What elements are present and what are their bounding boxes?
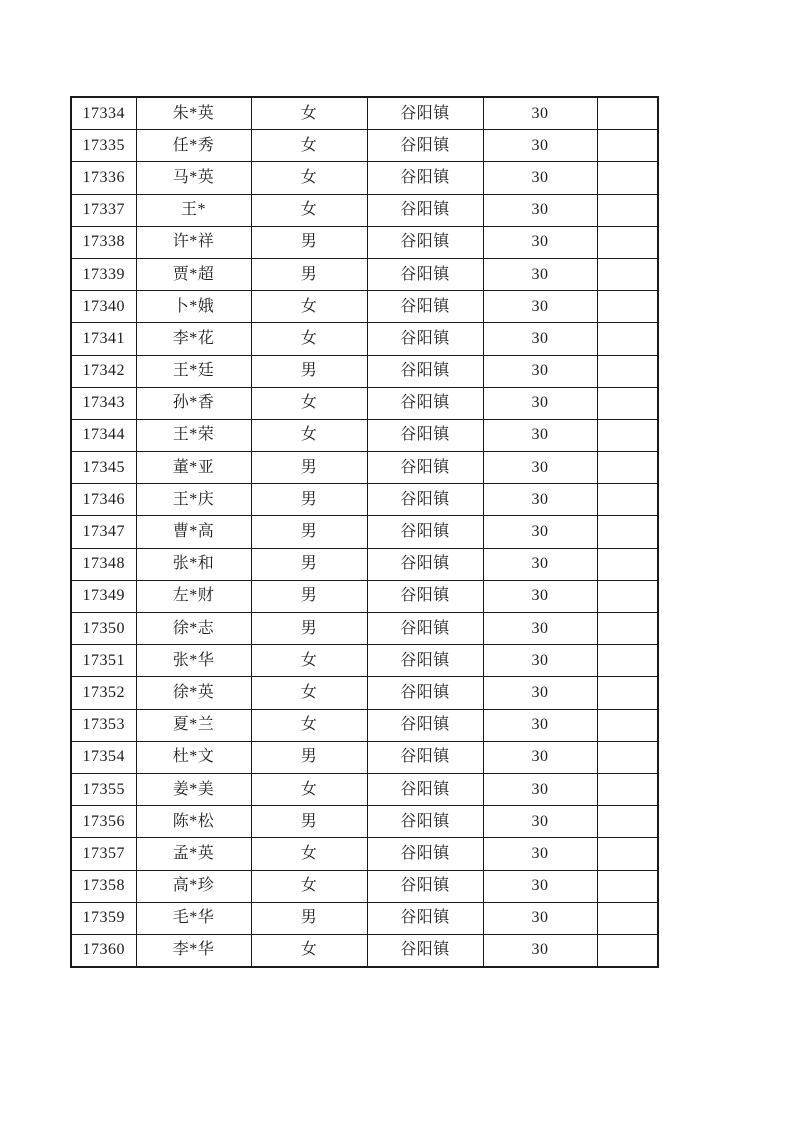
cell-masked-name: 张*和 [136, 548, 251, 580]
cell-serial-number: 17337 [71, 194, 136, 226]
cell-count: 30 [483, 226, 597, 258]
cell-gender: 男 [251, 580, 367, 612]
cell-blank [597, 613, 658, 645]
cell-town: 谷阳镇 [367, 806, 483, 838]
cell-blank [597, 387, 658, 419]
cell-count: 30 [483, 709, 597, 741]
cell-masked-name: 董*亚 [136, 452, 251, 484]
table-row [71, 934, 658, 967]
cell-count: 30 [483, 97, 597, 130]
cell-gender: 男 [251, 741, 367, 773]
cell-blank [597, 870, 658, 902]
table-row [71, 870, 658, 902]
cell-masked-name: 王* [136, 194, 251, 226]
cell-serial-number: 17344 [71, 419, 136, 451]
table-row [71, 902, 658, 934]
cell-serial-number: 17346 [71, 484, 136, 516]
table-row [71, 806, 658, 838]
cell-count: 30 [483, 323, 597, 355]
table-row [71, 645, 658, 677]
cell-blank [597, 934, 658, 967]
cell-blank [597, 291, 658, 323]
cell-blank [597, 419, 658, 451]
cell-gender: 男 [251, 516, 367, 548]
cell-blank [597, 97, 658, 130]
cell-serial-number: 17345 [71, 452, 136, 484]
cell-town: 谷阳镇 [367, 258, 483, 290]
table-row [71, 677, 658, 709]
cell-masked-name: 朱*英 [136, 97, 251, 130]
cell-town: 谷阳镇 [367, 226, 483, 258]
cell-blank [597, 902, 658, 934]
cell-count: 30 [483, 194, 597, 226]
cell-town: 谷阳镇 [367, 645, 483, 677]
cell-town: 谷阳镇 [367, 130, 483, 162]
cell-gender: 女 [251, 194, 367, 226]
cell-count: 30 [483, 130, 597, 162]
cell-serial-number: 17340 [71, 291, 136, 323]
cell-masked-name: 许*祥 [136, 226, 251, 258]
cell-gender: 男 [251, 902, 367, 934]
cell-masked-name: 孙*香 [136, 387, 251, 419]
cell-blank [597, 226, 658, 258]
cell-gender: 男 [251, 613, 367, 645]
cell-gender: 女 [251, 130, 367, 162]
table-row [71, 387, 658, 419]
cell-count: 30 [483, 806, 597, 838]
cell-town: 谷阳镇 [367, 516, 483, 548]
cell-blank [597, 773, 658, 805]
table-row [71, 613, 658, 645]
cell-masked-name: 孟*英 [136, 838, 251, 870]
cell-count: 30 [483, 773, 597, 805]
cell-serial-number: 17358 [71, 870, 136, 902]
cell-town: 谷阳镇 [367, 548, 483, 580]
cell-town: 谷阳镇 [367, 387, 483, 419]
cell-count: 30 [483, 484, 597, 516]
cell-town: 谷阳镇 [367, 741, 483, 773]
table-row [71, 323, 658, 355]
table-row [71, 130, 658, 162]
cell-gender: 女 [251, 773, 367, 805]
cell-serial-number: 17350 [71, 613, 136, 645]
cell-town: 谷阳镇 [367, 773, 483, 805]
cell-count: 30 [483, 387, 597, 419]
cell-count: 30 [483, 355, 597, 387]
table-row [71, 516, 658, 548]
cell-town: 谷阳镇 [367, 677, 483, 709]
cell-town: 谷阳镇 [367, 613, 483, 645]
cell-gender: 男 [251, 484, 367, 516]
cell-serial-number: 17355 [71, 773, 136, 805]
cell-blank [597, 709, 658, 741]
table-row [71, 580, 658, 612]
cell-gender: 女 [251, 323, 367, 355]
cell-serial-number: 17343 [71, 387, 136, 419]
cell-count: 30 [483, 741, 597, 773]
cell-gender: 女 [251, 645, 367, 677]
table-row [71, 419, 658, 451]
cell-serial-number: 17349 [71, 580, 136, 612]
cell-blank [597, 741, 658, 773]
cell-blank [597, 484, 658, 516]
cell-town: 谷阳镇 [367, 162, 483, 194]
cell-serial-number: 17354 [71, 741, 136, 773]
table-row [71, 355, 658, 387]
cell-gender: 女 [251, 387, 367, 419]
cell-serial-number: 17351 [71, 645, 136, 677]
cell-blank [597, 548, 658, 580]
table-row [71, 452, 658, 484]
cell-masked-name: 高*珍 [136, 870, 251, 902]
cell-gender: 男 [251, 355, 367, 387]
cell-gender: 男 [251, 258, 367, 290]
cell-masked-name: 曹*高 [136, 516, 251, 548]
cell-gender: 女 [251, 291, 367, 323]
cell-gender: 女 [251, 419, 367, 451]
cell-blank [597, 258, 658, 290]
cell-masked-name: 李*华 [136, 934, 251, 967]
cell-blank [597, 130, 658, 162]
table-row [71, 838, 658, 870]
cell-count: 30 [483, 548, 597, 580]
cell-masked-name: 王*庆 [136, 484, 251, 516]
cell-town: 谷阳镇 [367, 323, 483, 355]
cell-town: 谷阳镇 [367, 452, 483, 484]
cell-serial-number: 17360 [71, 934, 136, 967]
cell-count: 30 [483, 291, 597, 323]
cell-count: 30 [483, 162, 597, 194]
cell-blank [597, 452, 658, 484]
cell-serial-number: 17338 [71, 226, 136, 258]
table-row [71, 194, 658, 226]
cell-gender: 男 [251, 806, 367, 838]
records-table [70, 96, 659, 968]
cell-blank [597, 677, 658, 709]
cell-blank [597, 355, 658, 387]
cell-serial-number: 17339 [71, 258, 136, 290]
cell-masked-name: 王*廷 [136, 355, 251, 387]
table-row [71, 226, 658, 258]
cell-gender: 女 [251, 870, 367, 902]
cell-serial-number: 17348 [71, 548, 136, 580]
cell-count: 30 [483, 258, 597, 290]
cell-count: 30 [483, 838, 597, 870]
table-row [71, 162, 658, 194]
cell-masked-name: 张*华 [136, 645, 251, 677]
cell-serial-number: 17352 [71, 677, 136, 709]
cell-gender: 女 [251, 709, 367, 741]
cell-town: 谷阳镇 [367, 709, 483, 741]
table-row [71, 97, 658, 130]
cell-serial-number: 17357 [71, 838, 136, 870]
cell-blank [597, 645, 658, 677]
cell-gender: 女 [251, 677, 367, 709]
cell-serial-number: 17334 [71, 97, 136, 130]
cell-masked-name: 贾*超 [136, 258, 251, 290]
cell-blank [597, 323, 658, 355]
cell-blank [597, 580, 658, 612]
cell-blank [597, 516, 658, 548]
cell-blank [597, 838, 658, 870]
cell-gender: 女 [251, 97, 367, 130]
table-row [71, 291, 658, 323]
cell-town: 谷阳镇 [367, 194, 483, 226]
cell-gender: 女 [251, 934, 367, 967]
cell-masked-name: 马*英 [136, 162, 251, 194]
cell-blank [597, 194, 658, 226]
cell-masked-name: 姜*美 [136, 773, 251, 805]
cell-serial-number: 17335 [71, 130, 136, 162]
cell-masked-name: 夏*兰 [136, 709, 251, 741]
cell-masked-name: 卜*娥 [136, 291, 251, 323]
cell-masked-name: 任*秀 [136, 130, 251, 162]
table-row [71, 741, 658, 773]
cell-serial-number: 17356 [71, 806, 136, 838]
cell-count: 30 [483, 677, 597, 709]
cell-masked-name: 王*荣 [136, 419, 251, 451]
cell-town: 谷阳镇 [367, 419, 483, 451]
table-row [71, 709, 658, 741]
cell-serial-number: 17342 [71, 355, 136, 387]
cell-masked-name: 徐*志 [136, 613, 251, 645]
cell-count: 30 [483, 613, 597, 645]
cell-town: 谷阳镇 [367, 838, 483, 870]
cell-count: 30 [483, 645, 597, 677]
cell-count: 30 [483, 516, 597, 548]
cell-serial-number: 17336 [71, 162, 136, 194]
cell-town: 谷阳镇 [367, 291, 483, 323]
cell-town: 谷阳镇 [367, 484, 483, 516]
cell-serial-number: 17347 [71, 516, 136, 548]
cell-masked-name: 陈*松 [136, 806, 251, 838]
cell-town: 谷阳镇 [367, 934, 483, 967]
cell-count: 30 [483, 452, 597, 484]
cell-serial-number: 17341 [71, 323, 136, 355]
cell-count: 30 [483, 580, 597, 612]
cell-town: 谷阳镇 [367, 580, 483, 612]
cell-masked-name: 杜*文 [136, 741, 251, 773]
cell-masked-name: 左*财 [136, 580, 251, 612]
cell-count: 30 [483, 934, 597, 967]
cell-masked-name: 毛*华 [136, 902, 251, 934]
cell-gender: 男 [251, 452, 367, 484]
cell-gender: 女 [251, 838, 367, 870]
cell-gender: 女 [251, 162, 367, 194]
table-row [71, 484, 658, 516]
cell-town: 谷阳镇 [367, 355, 483, 387]
cell-gender: 男 [251, 548, 367, 580]
cell-town: 谷阳镇 [367, 870, 483, 902]
cell-count: 30 [483, 419, 597, 451]
cell-blank [597, 806, 658, 838]
cell-serial-number: 17359 [71, 902, 136, 934]
cell-count: 30 [483, 870, 597, 902]
cell-serial-number: 17353 [71, 709, 136, 741]
cell-gender: 男 [251, 226, 367, 258]
cell-masked-name: 徐*英 [136, 677, 251, 709]
cell-count: 30 [483, 902, 597, 934]
table-row [71, 258, 658, 290]
records-table-body [71, 97, 658, 967]
table-row [71, 773, 658, 805]
cell-masked-name: 李*花 [136, 323, 251, 355]
table-row [71, 548, 658, 580]
cell-town: 谷阳镇 [367, 902, 483, 934]
cell-blank [597, 162, 658, 194]
cell-town: 谷阳镇 [367, 97, 483, 130]
